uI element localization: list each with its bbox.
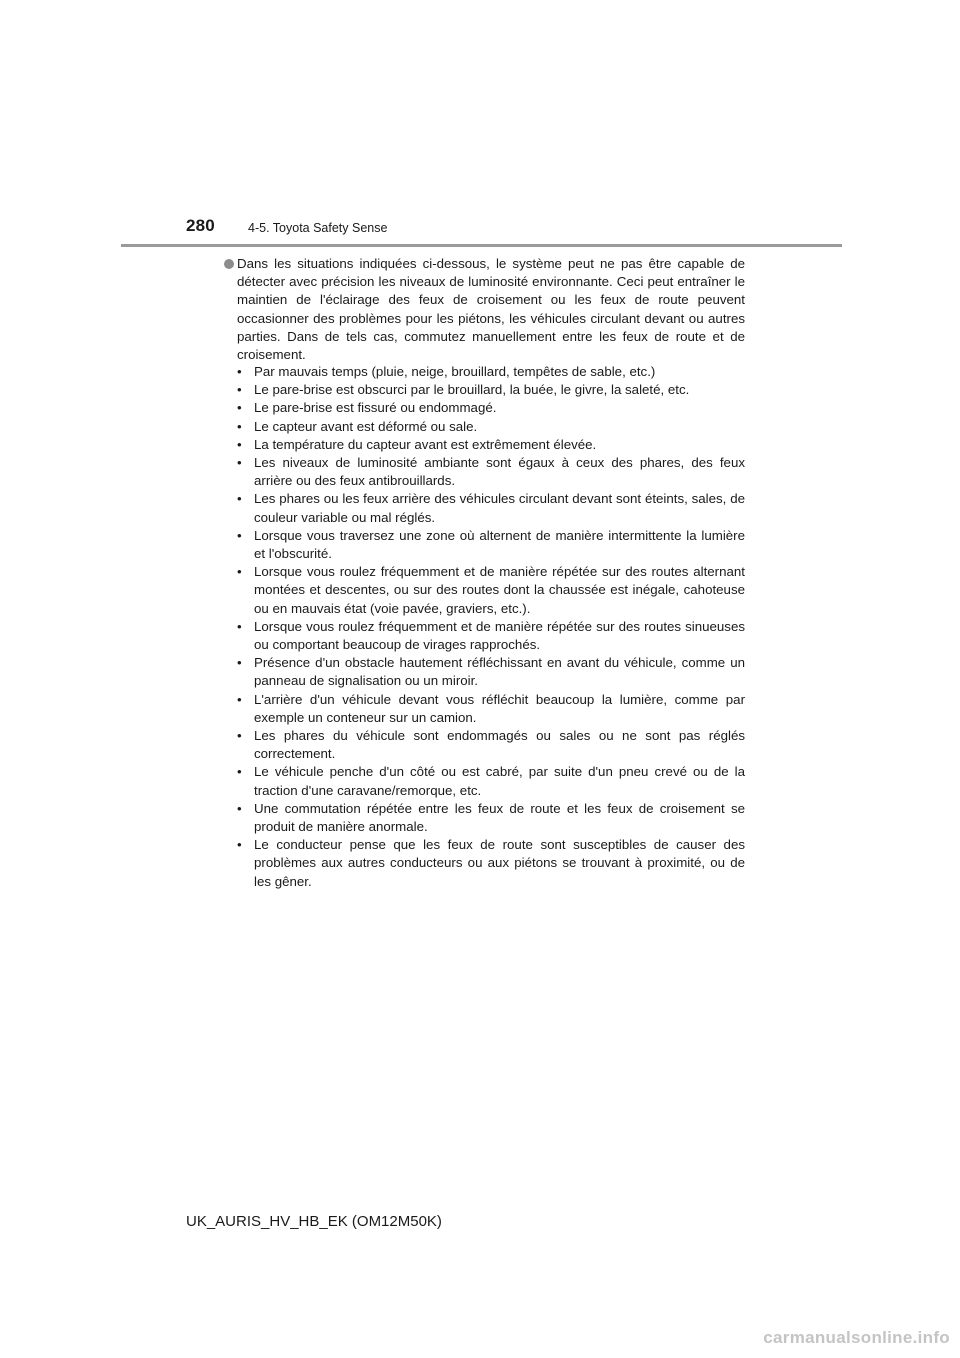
bullet-circle-icon <box>224 259 234 269</box>
list-item: • Lorsque vous traversez une zone où alternent de manière intermittente la lumière et l'obscurité. <box>237 527 745 563</box>
page-number: 280 <box>186 216 215 235</box>
list-item: • La température du capteur avant est extrêmement élevée. <box>237 436 745 454</box>
intro-paragraph: Dans les situations indiquées ci-dessous, le système peut ne pas être capable de détecter avec précision les niveaux de luminosité environnante. Ceci peut entraîner le maintien de l'éclairage des feux de croisement ou les feux de route peuvent occasionner des problèmes pour les piétons, les véhicules circulant devant ou autres parties. Dans de tels cas, commutez manuellement entre les feux de route et de croisement. <box>237 256 745 363</box>
list-item: • L'arrière d'un véhicule devant vous réfléchit beaucoup la lumière, comme par exemple un conteneur sur un camion. <box>237 691 745 727</box>
list-item: • Par mauvais temps (pluie, neige, brouillard, tempêtes de sable, etc.) <box>237 363 745 381</box>
list-item: • Le véhicule penche d'un côté ou est cabré, par suite d'un pneu crevé ou de la traction d'une caravane/remorque, etc. <box>237 763 745 799</box>
list-item: • Le capteur avant est déformé ou sale. <box>237 418 745 436</box>
list-item: • Lorsque vous roulez fréquemment et de manière répétée sur des routes sinueuses ou comportant beaucoup de virages rapprochés. <box>237 618 745 654</box>
watermark: carmanualsonline.info <box>763 1328 950 1347</box>
list-item: • Le conducteur pense que les feux de route sont susceptibles de causer des problèmes aux autres conducteurs ou aux piétons se trouvant à proximité, ou de les gêner. <box>237 836 745 891</box>
list-item: • Une commutation répétée entre les feux de route et les feux de croisement se produit de manière anormale. <box>237 800 745 836</box>
list-item: • Le pare-brise est fissuré ou endommagé. <box>237 399 745 417</box>
section-title: 4-5. Toyota Safety Sense <box>248 221 388 235</box>
situations-list <box>237 363 745 891</box>
list-item: • Le pare-brise est obscurci par le brouillard, la buée, le givre, la saleté, etc. <box>237 381 745 399</box>
header-divider <box>121 244 842 247</box>
list-item: • Les phares ou les feux arrière des véhicules circulant devant sont éteints, sales, de couleur variable ou mal réglés. <box>237 490 745 526</box>
list-item: • Lorsque vous roulez fréquemment et de manière répétée sur des routes alternant montées et descentes, ou sur des routes dont la chaussée est inégale, cahoteuse ou en mauvais état (voie pavée, graviers, etc.). <box>237 563 745 618</box>
list-item: • Les niveaux de luminosité ambiante sont égaux à ceux des phares, des feux arrière ou des feux antibrouillards. <box>237 454 745 490</box>
list-item: • Présence d'un obstacle hautement réfléchissant en avant du véhicule, comme un panneau de signalisation ou un miroir. <box>237 654 745 690</box>
model-code: UK_AURIS_HV_HB_EK (OM12M50K) <box>186 1213 442 1230</box>
list-item: • Les phares du véhicule sont endommagés ou sales ou ne sont pas réglés correctement. <box>237 727 745 763</box>
